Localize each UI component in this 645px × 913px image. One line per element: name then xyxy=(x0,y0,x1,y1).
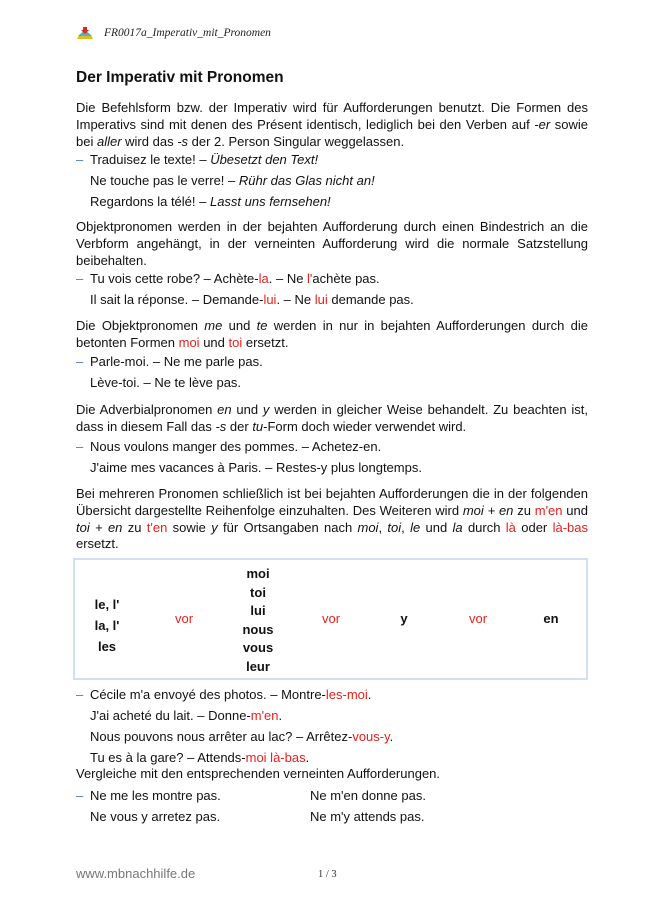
bullet-dash: – xyxy=(76,439,84,454)
text-segment: en xyxy=(217,402,232,417)
negated-example: Ne vous y arretez pas. xyxy=(90,809,221,824)
text-segment: -s xyxy=(215,418,227,434)
text-segment: moi + en xyxy=(462,502,514,518)
text-segment: toi + en xyxy=(76,519,123,535)
text-segment: werden in gleicher Weise behandelt. Zu beachten ist, dass in diesem Fall das xyxy=(76,402,588,434)
text-segment: zu xyxy=(122,519,147,535)
text-segment: wird das xyxy=(121,133,178,149)
page-title: Der Imperativ mit Pronomen xyxy=(76,69,284,86)
text-segment: und xyxy=(199,334,229,350)
highlighted-pronoun: t'en xyxy=(146,519,168,535)
text-segment: oder xyxy=(515,519,553,535)
example-line xyxy=(76,170,375,191)
book-logo-icon xyxy=(76,26,94,40)
pronoun-item: les xyxy=(97,639,117,654)
website-link[interactable]: www.mbnachhilfe.de xyxy=(76,866,196,881)
highlighted-pronoun: toi xyxy=(228,334,243,350)
highlighted-pronoun: moi xyxy=(178,334,200,350)
table-vor-2: vor xyxy=(321,611,341,626)
document-id: FR0017a_Imperativ_mit_Pronomen xyxy=(104,27,271,39)
text-segment: Tu es à la gare? – Attends- xyxy=(90,750,246,765)
text-segment: aller xyxy=(96,133,122,149)
bullet-dash: – xyxy=(76,354,84,369)
example-line xyxy=(76,149,375,170)
text-segment: . – Ne xyxy=(268,271,308,286)
text-segment: zu xyxy=(513,502,535,518)
betonte-formen-paragraph xyxy=(76,318,588,352)
bullet-dash: – xyxy=(76,271,84,286)
table-col-y: y xyxy=(400,611,408,626)
example-line xyxy=(76,457,422,478)
text-segment: und xyxy=(420,519,453,535)
pronoun-item: nous xyxy=(242,621,274,637)
highlighted-pronoun: l' xyxy=(307,271,313,286)
negated-example: Ne m'en donne pas. xyxy=(310,788,426,803)
text-segment: demande pas. xyxy=(327,292,414,307)
text-segment: J'aime mes vacances à Paris. – Restes-y plus longtemps. xyxy=(90,460,422,475)
highlighted-pronoun: la xyxy=(258,271,269,286)
text-segment: Ne touche pas le verre! – xyxy=(90,173,239,188)
text-segment: , xyxy=(401,519,411,535)
text-segment: achète pas. xyxy=(312,271,380,286)
example-line xyxy=(76,351,263,372)
text-segment: Rühr das Glas nicht an! xyxy=(238,173,375,188)
negated-row xyxy=(76,785,426,806)
betonte-formen-examples xyxy=(76,351,263,393)
example-line xyxy=(76,684,393,705)
highlighted-pronoun: les-moi xyxy=(325,687,368,702)
text-segment: tu xyxy=(252,418,264,434)
text-segment: toi xyxy=(387,519,402,535)
text-segment: -er xyxy=(534,116,551,132)
text-segment: . xyxy=(389,729,394,744)
highlighted-pronoun: m'en xyxy=(534,502,563,518)
pronoun-item: le, l' xyxy=(94,597,120,612)
text-segment: sowie xyxy=(167,519,212,535)
table-vor-1: vor xyxy=(174,611,194,626)
highlighted-pronoun: lui xyxy=(263,292,277,307)
example-line xyxy=(76,191,375,212)
text-segment: , xyxy=(378,519,388,535)
text-segment: . xyxy=(367,687,372,702)
text-segment: . xyxy=(278,708,283,723)
text-segment: J'ai acheté du lait. – Donne- xyxy=(90,708,251,723)
text-segment: ersetzt. xyxy=(76,536,119,552)
mehrere-pronomen-paragraph xyxy=(76,486,588,553)
text-segment: . – Ne xyxy=(276,292,315,307)
text-segment: und xyxy=(222,318,257,333)
table-col-en: en xyxy=(543,611,559,626)
text-segment: Objektpronomen werden in der bejahten Aufforderung durch einen Bindestrich an die Verbform angehängt, in der verneinten Aufforderung wird die normale Satzstellung beibehalten. xyxy=(76,219,588,268)
objektpronomen-examples xyxy=(76,268,414,310)
text-segment: Il sait la réponse. – Demande- xyxy=(90,292,264,307)
text-segment: ersetzt. xyxy=(242,334,289,350)
text-segment: für Ortsangaben nach xyxy=(217,519,358,535)
text-segment: der 2. Person Singular weggelassen. xyxy=(188,133,405,149)
pronoun-item: vous xyxy=(242,640,274,656)
text-segment: -s xyxy=(177,133,189,149)
highlighted-pronoun: m'en xyxy=(250,708,279,723)
text-segment: la xyxy=(452,519,463,535)
negated-example: Ne me les montre pas. xyxy=(90,788,221,803)
text-segment: durch xyxy=(462,519,506,535)
table-vor-3: vor xyxy=(468,611,488,626)
text-segment: Nous pouvons nous arrêter au lac? – Arrêtez- xyxy=(90,729,353,744)
pronoun-item: toi xyxy=(250,584,266,600)
text-segment: Die Befehlsform bzw. der Imperativ wird für Aufforderungen benutzt. Die Formen des Imperativs sind mit denen des Présent identisch, lediglich bei den Verben auf xyxy=(76,100,588,132)
pronoun-order-table xyxy=(73,558,588,680)
objektpronomen-paragraph xyxy=(76,219,588,269)
text-segment: Parle-moi. – Ne me parle pas. xyxy=(90,354,263,369)
example-line xyxy=(76,289,414,310)
text-segment: Lève-toi. – Ne te lève pas. xyxy=(90,375,242,390)
text-segment: und xyxy=(562,502,588,518)
adverbialpronomen-examples xyxy=(76,436,422,478)
example-line xyxy=(76,436,422,457)
text-segment: Tu vois cette robe? – Achète- xyxy=(90,271,259,286)
text-segment: Die Objektpronomen xyxy=(76,318,205,333)
text-segment: y xyxy=(262,402,270,417)
text-segment: und xyxy=(231,402,263,417)
mehrere-pronomen-examples xyxy=(76,684,393,768)
text-segment: le xyxy=(410,519,421,535)
compare-instruction: Vergleiche mit den entsprechenden verneinten Aufforderungen. xyxy=(76,766,441,781)
text-segment: Traduisez le texte! – xyxy=(90,152,211,167)
text-segment: Cécile m'a envoyé des photos. – Montre- xyxy=(90,687,326,702)
text-segment: te xyxy=(256,318,268,333)
intro-examples xyxy=(76,149,375,212)
bullet-dash: – xyxy=(76,788,84,803)
example-line xyxy=(76,372,263,393)
page-number: 1 / 3 xyxy=(318,869,337,880)
negated-row xyxy=(76,806,426,827)
highlighted-pronoun: là xyxy=(505,519,516,535)
text-segment: y xyxy=(211,519,218,535)
text-segment: . xyxy=(305,750,310,765)
text-segment: werden in nur in bejahten Aufforderungen durch die betonten Formen xyxy=(76,318,588,350)
table-col-moi-leur xyxy=(235,565,281,677)
text-segment: Regardons la télé! – xyxy=(90,194,210,209)
text-segment: der xyxy=(226,418,253,434)
pronoun-item: la, l' xyxy=(94,618,120,633)
text-segment: me xyxy=(204,318,223,333)
pronoun-item: leur xyxy=(246,658,270,674)
example-line xyxy=(76,705,393,726)
example-line xyxy=(76,747,393,768)
negated-example: Ne m'y attends pas. xyxy=(310,809,425,824)
table-col-le-la-les xyxy=(87,594,127,657)
highlighted-pronoun: moi là-bas xyxy=(245,750,306,765)
text-segment: Bei mehreren Pronomen schließlich ist bei bejahten Aufforderungen die in der folgenden Übersicht dargestellte Reihenfolge einzuhalten. Des Weiteren wird xyxy=(76,486,588,518)
text-segment: Die Adverbialpronomen xyxy=(76,402,218,417)
pronoun-item: lui xyxy=(250,603,266,619)
pronoun-item: moi xyxy=(246,566,270,581)
text-segment: Lasst uns fernsehen! xyxy=(209,194,331,209)
example-line xyxy=(76,268,414,289)
highlighted-pronoun: là-bas xyxy=(552,519,588,535)
bullet-dash: – xyxy=(76,687,84,702)
adverbialpronomen-paragraph xyxy=(76,402,588,436)
document-header xyxy=(76,24,271,42)
highlighted-pronoun: lui xyxy=(314,292,328,307)
bullet-dash: – xyxy=(76,152,84,167)
text-segment: Nous voulons manger des pommes. – Achetez-en. xyxy=(90,439,382,454)
text-segment: -Form doch wieder verwendet wird. xyxy=(263,418,467,434)
text-segment: moi xyxy=(357,519,379,535)
highlighted-pronoun: vous-y xyxy=(352,729,390,744)
text-segment: sowie bei xyxy=(76,116,588,149)
negated-examples xyxy=(76,785,426,827)
example-line xyxy=(76,726,393,747)
text-segment: Übesetzt den Text! xyxy=(210,152,319,167)
intro-paragraph xyxy=(76,100,588,150)
